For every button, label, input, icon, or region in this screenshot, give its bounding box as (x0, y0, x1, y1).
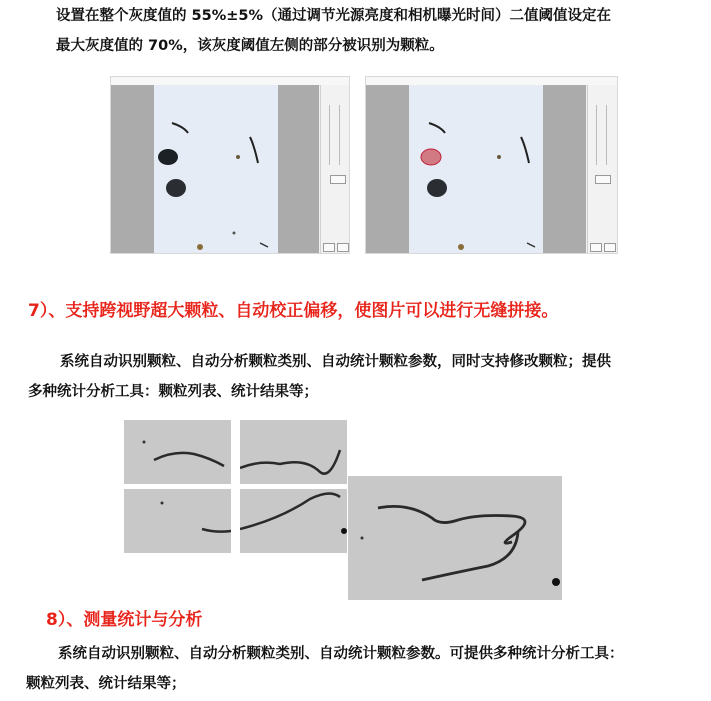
image-viewport (111, 85, 319, 253)
cancel-button[interactable] (604, 243, 616, 252)
stitched-result-image (348, 476, 562, 600)
particles-graphic (154, 85, 278, 253)
control-panel (320, 85, 349, 253)
stitch-tile-bottom-right (240, 489, 347, 553)
stitch-tile-top-right (240, 420, 347, 484)
sample-image (154, 85, 278, 253)
section-8-heading: 8）、测量统计与分析 (46, 610, 203, 630)
threshold-slider-high[interactable] (339, 105, 340, 165)
section-7-para-line-2: 多种统计分析工具：颗粒列表、统计结果等； (28, 384, 318, 400)
software-screenshot-original (110, 76, 350, 254)
threshold-slider-high[interactable] (606, 105, 607, 165)
sample-image (409, 85, 543, 253)
ok-button[interactable] (323, 243, 335, 252)
threshold-slider-low[interactable] (329, 105, 330, 165)
intro-line-2: 最大灰度值的 70%，该灰度阈值左侧的部分被识别为颗粒。 (56, 38, 444, 54)
section-7-heading: 7）、支持跨视野超大颗粒、自动校正偏移，使图片可以进行无缝拼接。 (28, 301, 559, 321)
intro-line-1: 设置在整个灰度值的 55%±5%（通过调节光源亮度和相机曝光时间）二值阈值设定在 (56, 8, 612, 24)
ok-button[interactable] (590, 243, 602, 252)
software-screenshot-recognized (365, 76, 618, 254)
image-viewport (366, 85, 586, 253)
stitch-tile-bottom-left (124, 489, 231, 553)
cancel-button[interactable] (337, 243, 349, 252)
section-8-para-line-2: 颗粒列表、统计结果等； (26, 676, 186, 692)
control-panel (587, 85, 617, 253)
apply-button[interactable] (595, 175, 611, 184)
particles-graphic-marked (409, 85, 543, 253)
apply-button[interactable] (330, 175, 346, 184)
stitch-tile-top-left (124, 420, 231, 484)
section-7-para-line-1: 系统自动识别颗粒、自动分析颗粒类别、自动统计颗粒参数，同时支持修改颗粒；提供 (60, 354, 611, 370)
section-8-para-line-1: 系统自动识别颗粒、自动分析颗粒类别、自动统计颗粒参数。可提供多种统计分析工具： (58, 646, 624, 662)
threshold-slider-low[interactable] (596, 105, 597, 165)
